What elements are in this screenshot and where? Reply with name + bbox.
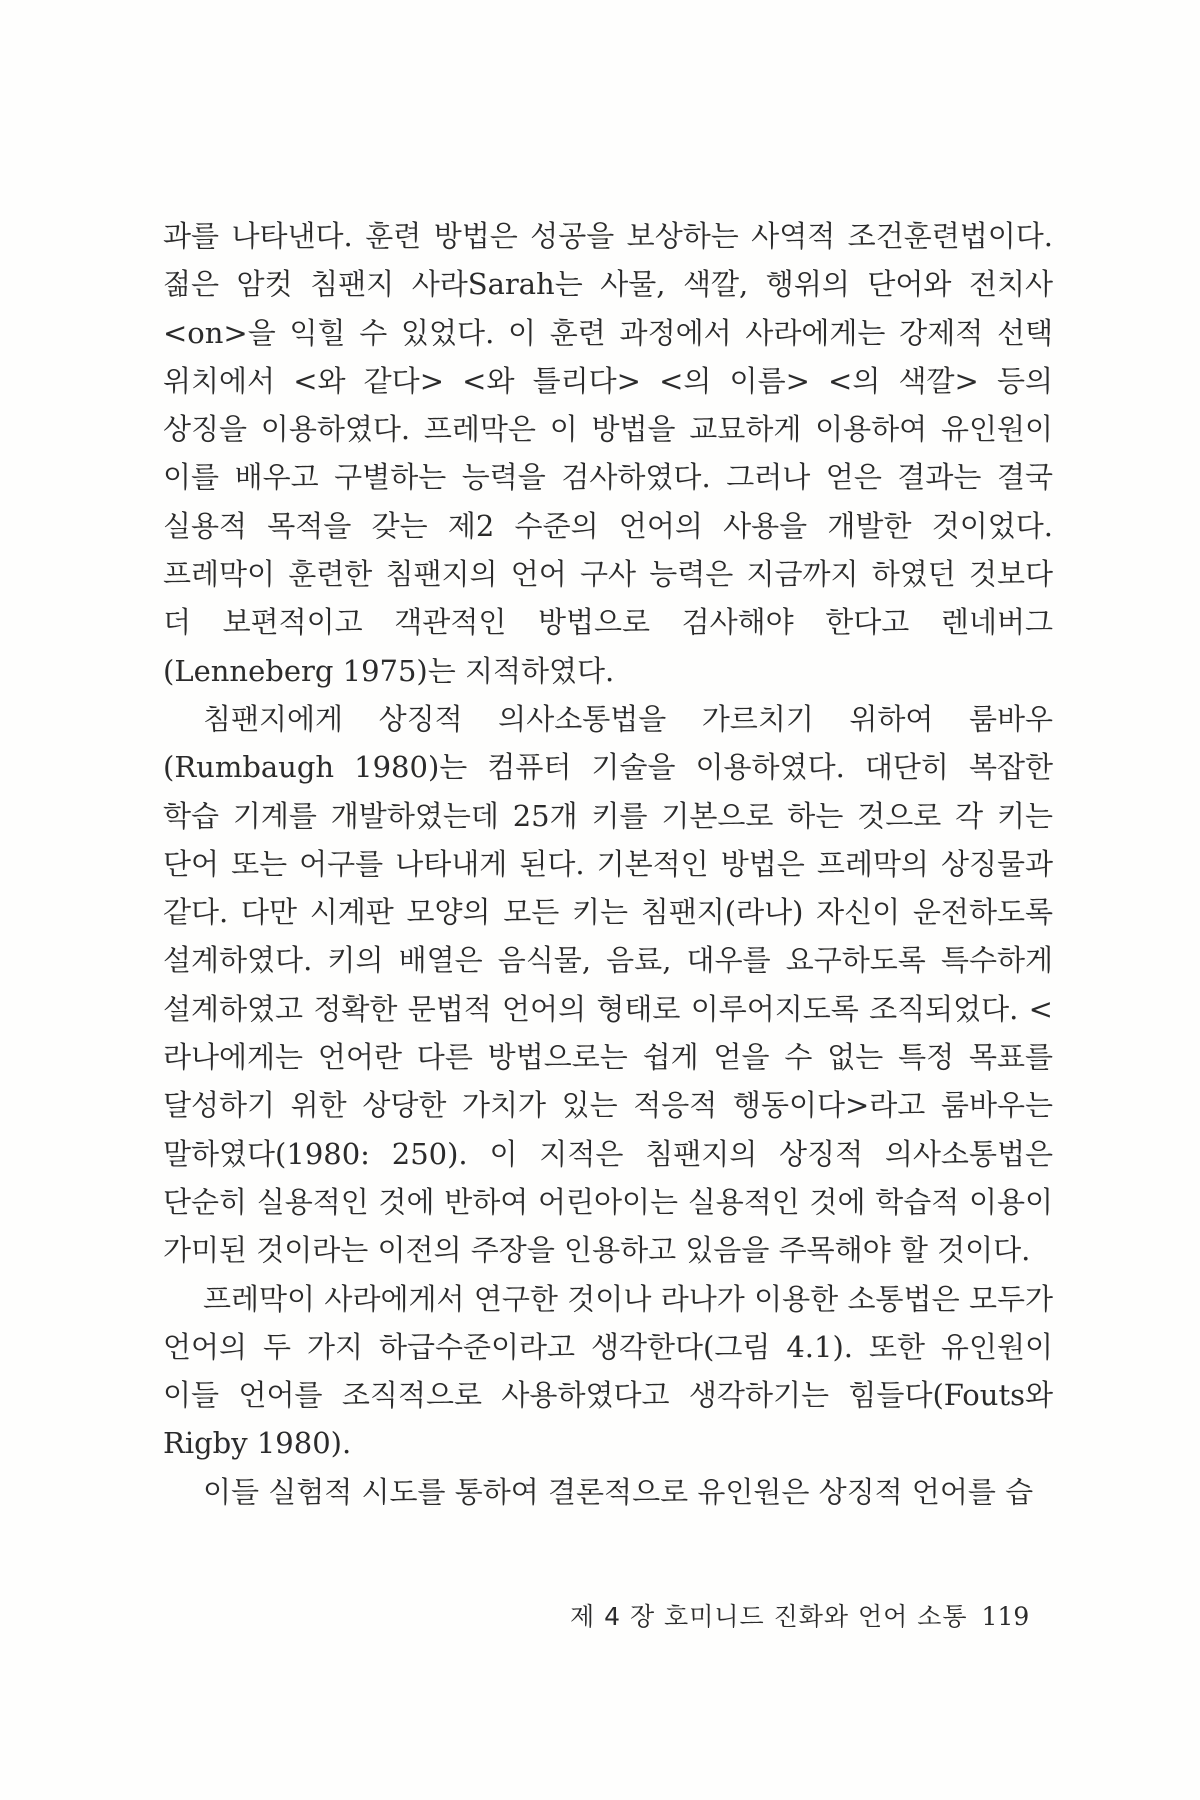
body-text: [163, 212, 1053, 1516]
paragraph-1: 과를 나타낸다. 훈련 방법은 성공을 보상하는 사역적 조건훈련법이다. 젊은 암컷 침팬지 사라Sarah는 사물, 색깔, 행위의 단어와 전치사 <on>을 익힐 수 있었다. 이 훈련 과정에서 사라에게는 강제적 선택 위치에서 <와 같다> <와 틀리다> <의 이름> <의 색깔> 등의 상징을 이용하였다. 프레막은 이 방법을 교묘하게 이용하여 유인원이 이를 배우고 구별하는 능력을 검사하였다. 그러나 얻은 결과는 결국 실용적 목적을 갖는 제2 수준의 언어의 사용을 개발한 것이었다. 프레막이 훈련한 침팬지의 언어 구사 능력은 지금까지 하였던 것보다 더 보편적이고 객관적인 방법으로 검사해야 한다고 렌네버그(Lenneberg 1975)는 지적하였다.: [163, 219, 1053, 688]
paragraph-2: 침팬지에게 상징적 의사소통법을 가르치기 위하여 룸바우(Rumbaugh 1980)는 컴퓨터 기술을 이용하였다. 대단히 복잡한 학습 기계를 개발하였는데 25개 키를 기본으로 하는 것으로 각 키는 단어 또는 어구를 나타내게 된다. 기본적인 방법은 프레막의 상징물과 같다. 다만 시계판 모양의 모든 키는 침팬지(라나) 자신이 운전하도록 설계하였다. 키의 배열은 음식물, 음료, 대우를 요구하도록 특수하게 설계하였고 정확한 문법적 언어의 형태로 이루어지도록 조직되었다. <라나에게는 언어란 다른 방법으로는 쉽게 얻을 수 없는 특정 목표를 달성하기 위한 상당한 가치가 있는 적응적 행동이다>라고 룸바우는 말하였다(1980: 250). 이 지적은 침팬지의 상징적 의사소통법은 단순히 실용적인 것에 반하여 어린아이는 실용적인 것에 학습적 이용이 가미된 것이라는 이전의 주장을 인용하고 있음을 주목해야 할 것이다.: [163, 701, 1053, 1268]
paragraph-4: 이들 실험적 시도를 통하여 결론적으로 유인원은 상징적 언어를 습: [203, 1474, 1034, 1509]
running-footer: [570, 1597, 1030, 1633]
page-number: 119: [981, 1602, 1030, 1631]
paragraph-3: 프레막이 사라에게서 연구한 것이나 라나가 이용한 소통법은 모두가 언어의 두 가지 하급수준이라고 생각한다(그림 4.1). 또한 유인원이 이들 언어를 조직적으로 사용하였다고 생각하기는 힘들다(Fouts와 Rigby 1980).: [163, 1281, 1053, 1461]
chapter-title: 제 4 장 호미니드 진화와 언어 소통: [570, 1602, 968, 1631]
